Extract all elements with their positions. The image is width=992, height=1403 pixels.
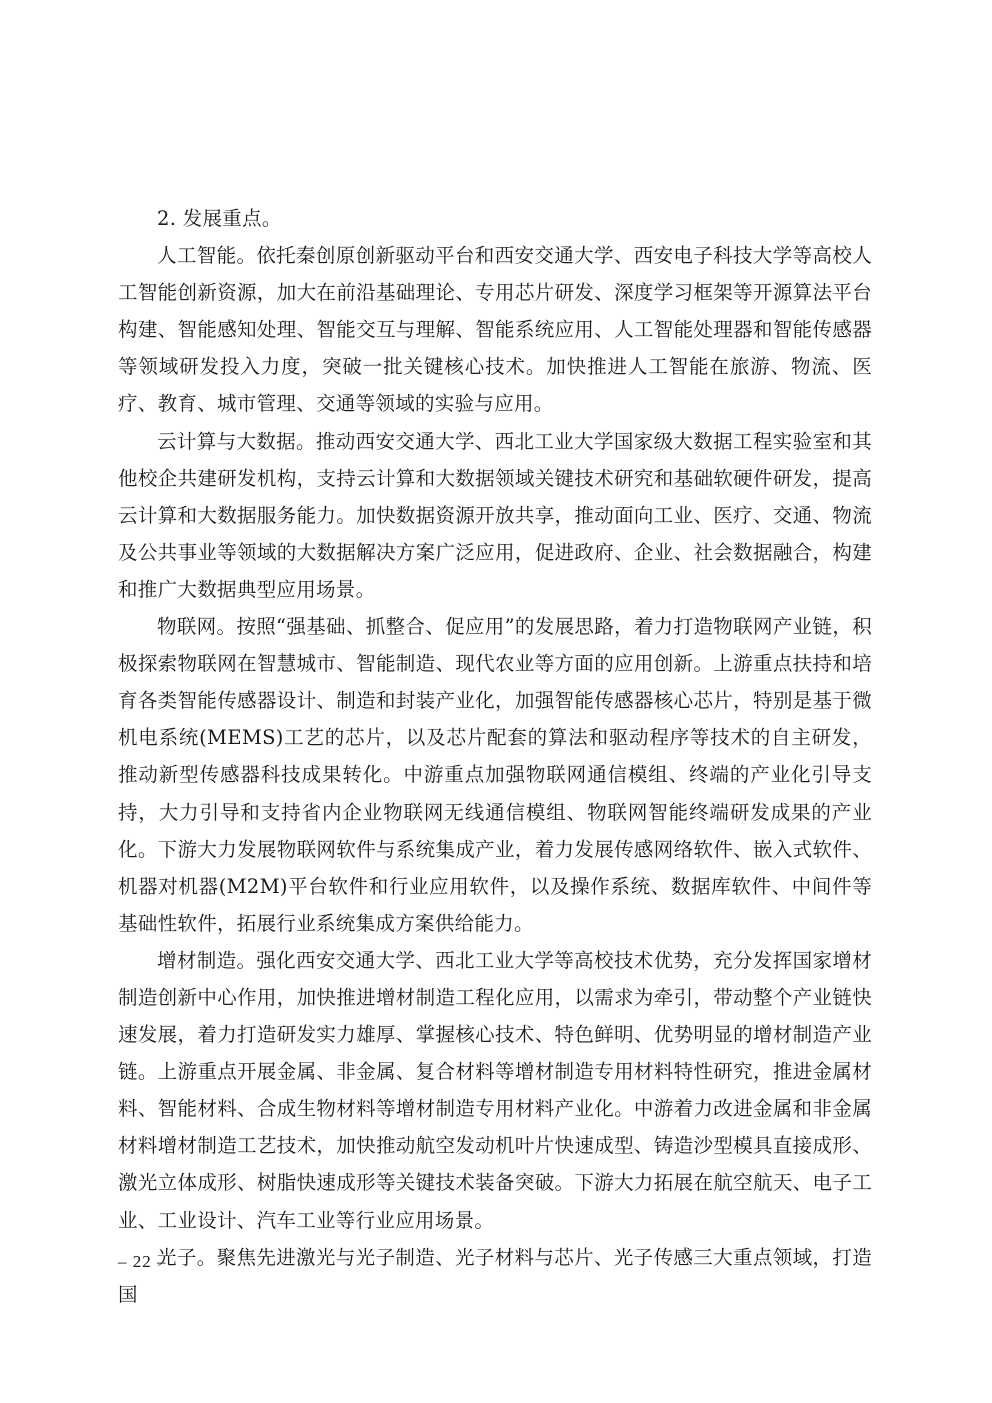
paragraph-internet-of-things: 物联网。按照“强基础、抓整合、促应用”的发展思路，着力打造物联网产业链，积极探索物联网在智慧城市、智能制造、现代农业等方面的应用创新。上游重点扶持和培育各类智能传感器设计、制造和封装产业化，加强智能传感器核心芯片，特别是基于微机电系统(MEMS)工艺的芯片，以及芯片配套的算法和驱动程序等技术的自主研发，推动新型传感器科技成果转化。中游重点加强物联网通信模组、终端的产业化引导支持，大力引导和支持省内企业物联网无线通信模组、物联网智能终端研发成果的产业化。下游大力发展物联网软件与系统集成产业，着力发展传感网络软件、嵌入式软件、机器对机器(M2M)平台软件和行业应用软件，以及操作系统、数据库软件、中间件等基础性软件，拓展行业系统集成方案供给能力。	[118, 615, 872, 935]
paragraph-artificial-intelligence: 人工智能。依托秦创原创新驱动平台和西安交通大学、西安电子科技大学等高校人工智能创新资源，加大在前沿基础理论、专用芯片研发、深度学习框架等开源算法平台构建、智能感知处理、智能交互与理解、智能系统应用、人工智能处理器和智能传感器等领域研发投入力度，突破一批关键核心技术。加快推进人工智能在旅游、物流、医疗、教育、城市管理、交通等领域的实验与应用。	[118, 244, 872, 416]
paragraph-additive-manufacturing: 增材制造。强化西安交通大学、西北工业大学等高校技术优势，充分发挥国家增材制造创新中心作用，加快推进增材制造工程化应用，以需求为牵引，带动整个产业链快速发展，着力打造研发实力雄厚、掌握核心技术、特色鲜明、优势明显的增材制造产业链。上游重点开展金属、非金属、复合材料等增材制造专用材料特性研究，推进金属材料、智能材料、合成生物材料等增材制造专用材料产业化。中游着力改进金属和非金属材料增材制造工艺技术，加快推动航空发动机叶片快速成型、铸造沙型模具直接成形、激光立体成形、树脂快速成形等关键技术装备突破。下游大力拓展在航空航天、电子工业、工业设计、汽车工业等行业应用场景。	[118, 948, 872, 1232]
page-number: – 22 –	[118, 1252, 167, 1271]
paragraph-cloud-big-data: 云计算与大数据。推动西安交通大学、西北工业大学国家级大数据工程实验室和其他校企共建研发机构，支持云计算和大数据领域关键技术研究和基础软硬件研发，提高云计算和大数据服务能力。加快数据资源开放共享，推动面向工业、医疗、交通、物流及公共事业等领域的大数据解决方案广泛应用，促进政府、企业、社会数据融合，构建和推广大数据典型应用场景。	[118, 429, 872, 601]
paragraph-photonics: 光子。聚焦先进激光与光子制造、光子材料与芯片、光子传感三大重点领域，打造国	[118, 1245, 872, 1306]
document-body	[118, 200, 872, 1313]
section-heading: 2. 发展重点。	[157, 207, 282, 230]
